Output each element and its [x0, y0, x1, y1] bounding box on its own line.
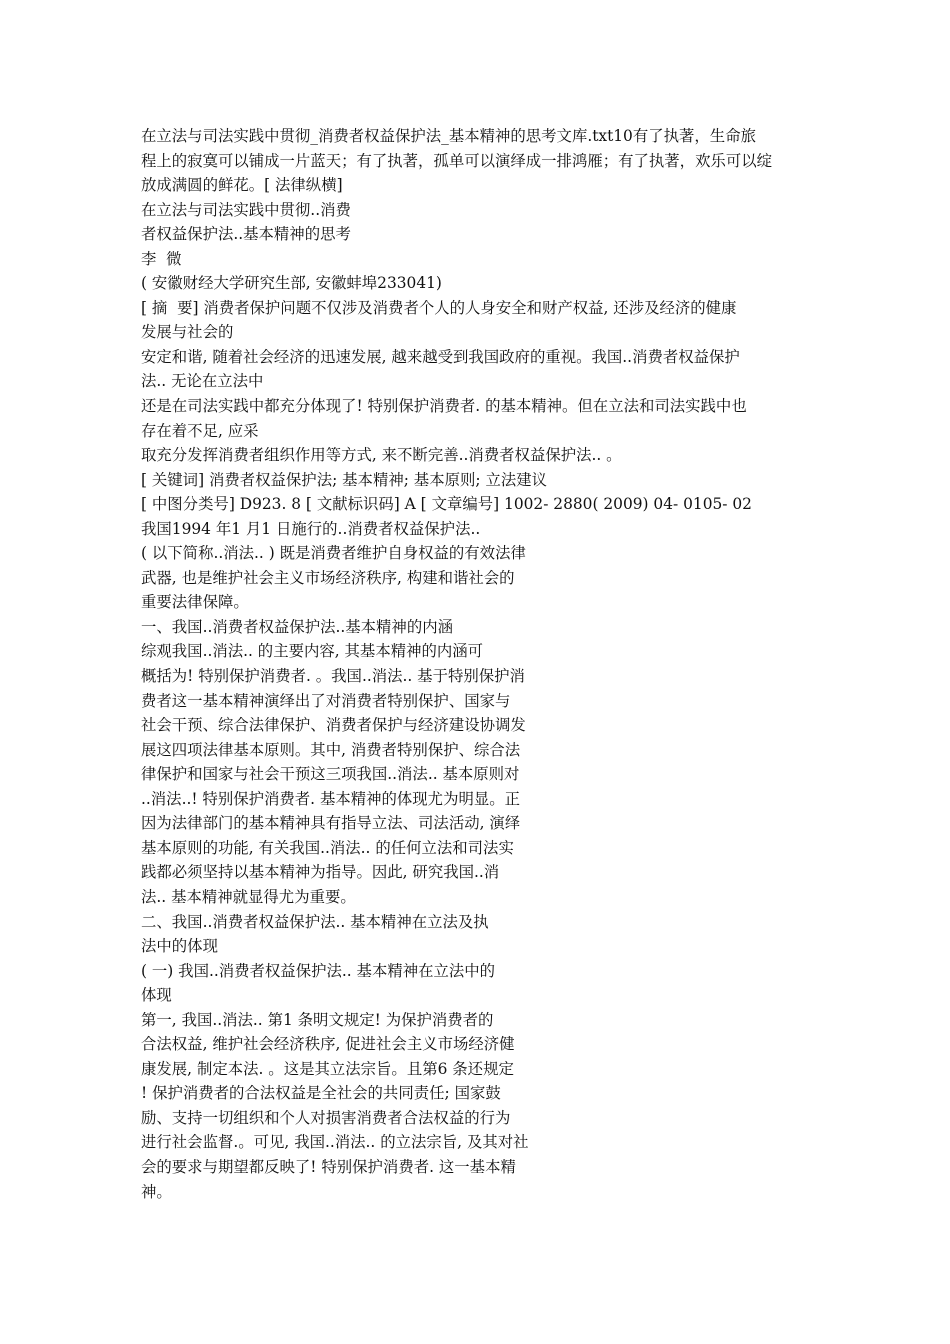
body-text-line: 因为法律部门的基本精神具有指导立法、司法活动, 演绎 — [141, 814, 521, 833]
body-text-line: 武器, 也是维护社会主义市场经济秩序, 构建和谐社会的 — [141, 568, 515, 587]
subsection-heading: 体现 — [141, 986, 172, 1005]
author-name: 李 微 — [141, 249, 182, 268]
section-heading: 法中的体现 — [141, 937, 218, 956]
abstract-line: 安定和谐, 随着社会经济的迅速发展, 越来越受到我国政府的重视。我国..消费者权益保护 — [141, 347, 740, 366]
article-title-line: 者权益保护法..基本精神的思考 — [141, 225, 351, 244]
body-text-line: 第一, 我国..消法.. 第1 条明文规定! 为保护消费者的 — [141, 1010, 494, 1029]
body-text-line: 展这四项法律基本原则。其中, 消费者特别保护、综合法 — [141, 740, 521, 759]
text-line: 程上的寂寞可以铺成一片蓝天；有了执著，孤单可以演绎成一排鸿雁；有了执著，欢乐可以绽 — [141, 151, 773, 170]
section-heading: 一、我国..消费者权益保护法..基本精神的内涵 — [141, 617, 453, 636]
subsection-heading: ( 一) 我国..消费者权益保护法.. 基本精神在立法中的 — [141, 961, 496, 980]
document-body — [141, 124, 813, 1204]
body-text-line: ..消法..! 特别保护消费者. 基本精神的体现尤为明显。正 — [141, 789, 521, 808]
body-text-line: ( 以下简称..消法.. ) 既是消费者维护自身权益的有效法律 — [141, 544, 526, 563]
abstract-line: 发展与社会的 — [141, 323, 234, 342]
body-text-line: 践都必须坚持以基本精神为指导。因此, 研究我国..消 — [141, 863, 500, 882]
text-line: 在立法与司法实践中贯彻_消费者权益保护法_基本精神的思考文库.txt10有了执著，生命旅 — [141, 127, 756, 145]
abstract-line: 法.. 无论在立法中 — [141, 372, 264, 391]
classification-line: [ 中图分类号] D923. 8 [ 文献标识码] A [ 文章编号] 1002- 2880( 2009) 04- 0105- 02 — [141, 495, 752, 514]
article-title-line: 在立法与司法实践中贯彻..消费 — [141, 200, 351, 219]
body-text-line: 律保护和国家与社会干预这三项我国..消法.. 基本原则对 — [141, 765, 520, 784]
body-text-line: 基本原则的功能, 有关我国..消法.. 的任何立法和司法实 — [141, 838, 514, 857]
body-text-line: 法.. 基本精神就显得尤为重要。 — [141, 887, 356, 906]
abstract-line: 存在着不足, 应采 — [141, 421, 259, 440]
body-text-line: 概括为! 特别保护消费者. 。我国..消法.. 基于特别保护消 — [141, 667, 525, 686]
section-heading: 二、我国..消费者权益保护法.. 基本精神在立法及执 — [141, 912, 489, 931]
abstract-line: 还是在司法实践中都充分体现了! 特别保护消费者. 的基本精神。但在立法和司法实践中也 — [141, 397, 747, 416]
text-line: 放成满圆的鲜花。[ 法律纵横] — [141, 176, 343, 195]
keywords-line: [ 关键词] 消费者权益保护法; 基本精神; 基本原则; 立法建议 — [141, 470, 548, 489]
body-text-line: 重要法律保障。 — [141, 593, 249, 612]
body-text-line: 社会干预、综合法律保护、消费者保护与经济建设协调发 — [141, 716, 526, 735]
body-text-line: 会的要求与期望都反映了! 特别保护消费者. 这一基本精 — [141, 1157, 516, 1176]
body-text-line: 我国1994 年1 月1 日施行的..消费者权益保护法.. — [141, 519, 481, 538]
abstract-line: 取充分发挥消费者组织作用等方式, 来不断完善..消费者权益保护法.. 。 — [141, 446, 622, 465]
body-text-line: 进行社会监督.。可见, 我国..消法.. 的立法宗旨, 及其对社 — [141, 1133, 529, 1152]
body-text-line: ! 保护消费者的合法权益是全社会的共同责任; 国家鼓 — [141, 1084, 501, 1103]
author-affiliation: ( 安徽财经大学研究生部, 安徽蚌埠233041) — [141, 274, 442, 293]
abstract-line: [ 摘 要] 消费者保护问题不仅涉及消费者个人的人身安全和财产权益, 还涉及经济的健康 — [141, 298, 737, 317]
body-text-line: 神。 — [141, 1182, 172, 1201]
body-text-line: 励、支持一切组织和个人对损害消费者合法权益的行为 — [141, 1108, 511, 1127]
body-text-line: 合法权益, 维护社会经济秩序, 促进社会主义市场经济健 — [141, 1035, 515, 1054]
body-text-line: 康发展, 制定本法. 。这是其立法宗旨。且第6 条还规定 — [141, 1059, 514, 1078]
body-text-line: 综观我国..消法.. 的主要内容, 其基本精神的内涵可 — [141, 642, 484, 661]
body-text-line: 费者这一基本精神演绎出了对消费者特别保护、国家与 — [141, 691, 511, 710]
